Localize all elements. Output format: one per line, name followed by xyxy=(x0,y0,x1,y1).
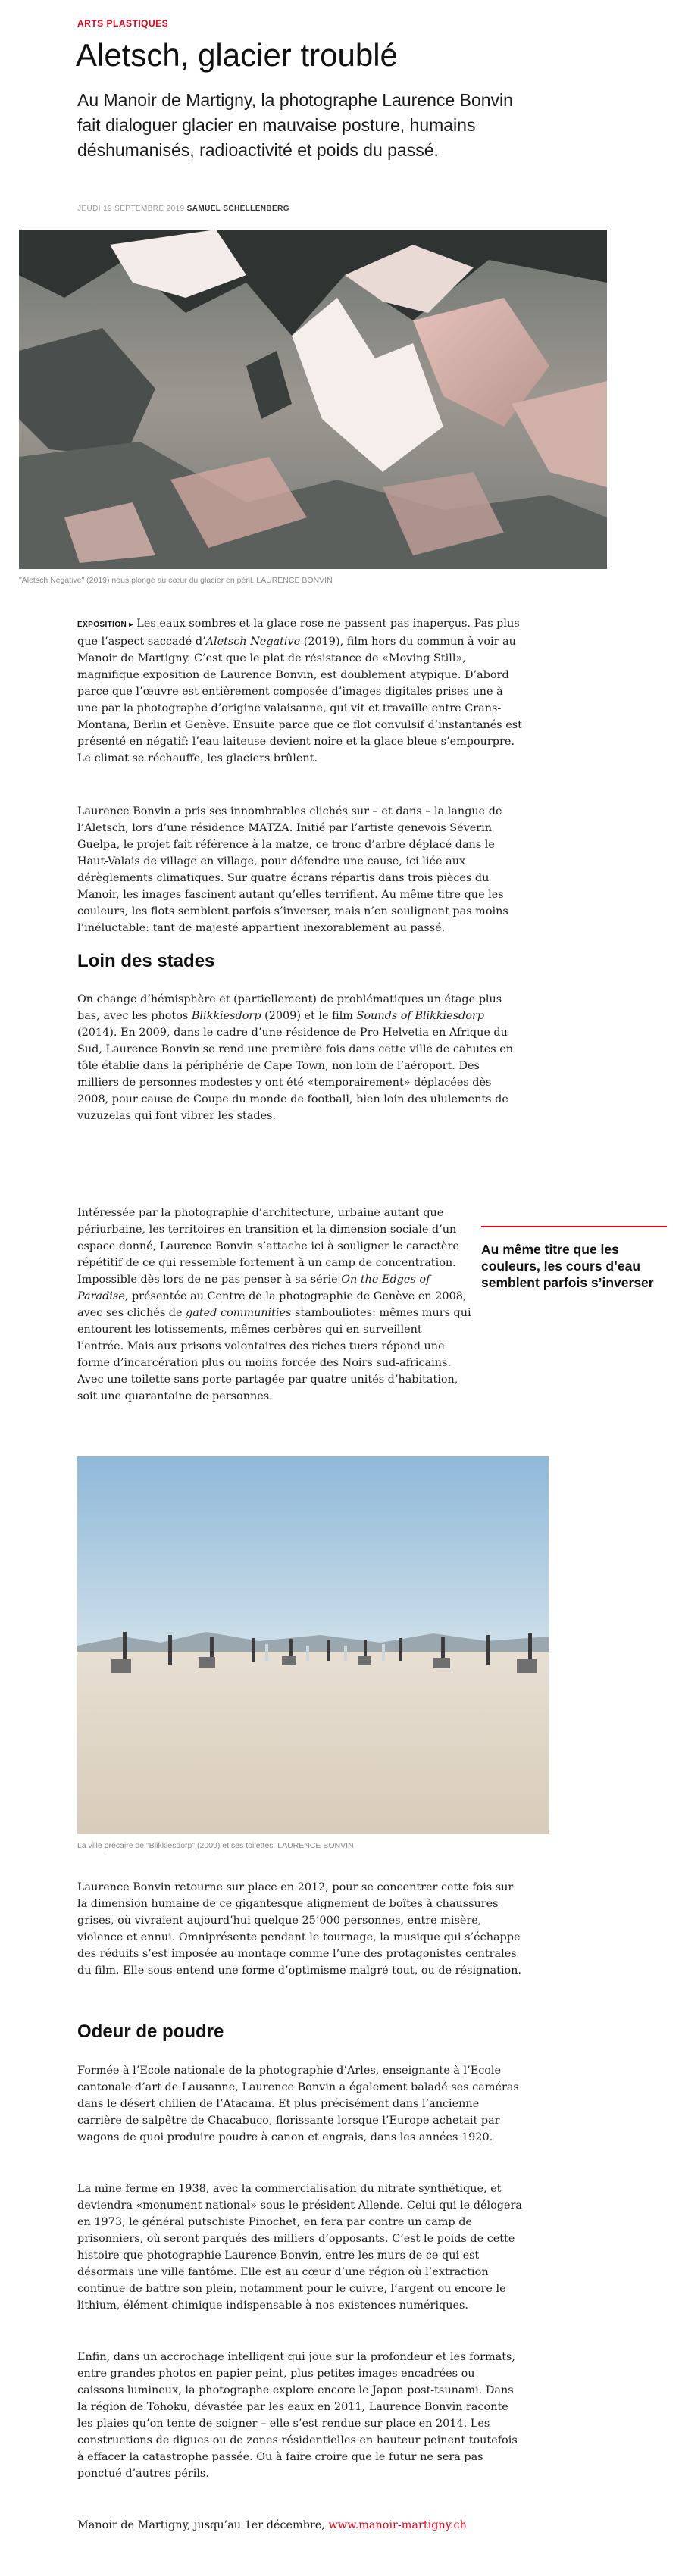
kicker-label: EXPOSITION ▸ xyxy=(77,621,133,629)
paragraph-arles: Formée à l’Ecole nationale de la photographie d’Arles, enseignante à l’Ecole cantonale d’art de Lausanne, Laurence Bonvin a également baladé ses caméras dans le désert chilien de l’Atacama. Et plus précisément dans l’ancienne carrière de salpêtre de Chacabuco, florissante lorsque l’Europe achetait par wagons de quoi produire poudre à canon et engrais, dans les années 1920. xyxy=(77,2065,519,2143)
paragraph-blikkiesdorp: On change d’hémisphère et (partiellement) de problématiques un étage plus bas, avec les photos Blikkiesdorp (2009) et le film Sounds of Blikkiesdorp (2014). En 2009, dans le cadre d’une résidence de Pro Helvetia en Afrique du Sud, Laurence Bonvin se rend une première fois dans cette ville de cahutes en tôle établie dans la périphérie de Cape Town, non loin de l’aéroport. Des milliers de personnes modestes y ont été «temporairement» déplacées dès 2008, pour cause de Coupe du monde de football, bien loin des ululements de vuzuzelas qui font vibrer les stades. xyxy=(77,993,514,1122)
blikkiesdorp-image xyxy=(77,1456,549,1834)
article-meta xyxy=(77,205,289,213)
footer-info: Manoir de Martigny, jusqu’au 1er décembre, www.manoir-martigny.ch xyxy=(77,2519,467,2531)
hero-image xyxy=(19,230,607,569)
blikkiesdorp-photo xyxy=(77,1456,549,1834)
pull-quote: Au même titre que les couleurs, les cours d’eau semblent parfois s’inverser xyxy=(481,1226,667,1291)
article-lead: Au Manoir de Martigny, la photographe Laurence Bonvin fait dialoguer glacier en mauvaise posture, humains déshumanisés, radioactivité et poids du passé. xyxy=(77,90,513,160)
paragraph-intro: EXPOSITION ▸ Les eaux sombres et la glace rose ne passent pas inaperçus. Pas plus que l’aspect saccadé d’Aletsch Negative (2019), film hors du commun à voir au Manoir de Martigny. C’est que le plat de résistance de «Moving Still», magnifique exposition de Laurence Bonvin, est doublement atypique. D’abord parce que l’œuvre est entièrement composée d’images digitales prises une à une par la photographe d’origine valaisanne, qui vit et travaille entre Crans-Montana, Berlin et Genève. Ensuite parce que ce flot convulsif d’instantanés est présenté en négatif: l’eau laiteuse devient noire et la glace bleue s’empourpre. Le climat se réchauffe, les glaciers brûlent. xyxy=(77,617,522,764)
film-title: Aletsch Negative xyxy=(205,636,301,648)
paragraph-aletsch: Laurence Bonvin a pris ses innombrables clichés sur – et dans – la langue de l’Aletsch, lors d’une résidence MATZA. Initié par l’artiste genevois Séverin Guelpa, le projet fait référence à la matze, ce tronc d’arbre déplacé dans le Haut-Valais de village en village, pour défendre une cause, ici liée aux dérèglements climatiques. Sur quatre écrans répartis dans trois pièces du Manoir, les images fascinent autant qu’elles terrifient. Au même titre que les couleurs, les flots semblent parfois s’inverser, mais n’en soulignent pas moins l’inéluctable: tant de majesté appartient inexorablement au passé. xyxy=(77,805,508,934)
article-author[interactable]: SAMUEL SCHELLENBERG xyxy=(186,205,289,213)
section-heading-stades: Loin des stades xyxy=(77,951,215,971)
manoir-website-link[interactable]: www.manoir-martigny.ch xyxy=(328,2519,467,2531)
blikkiesdorp-caption: La ville précaire de "Blikkiesdorp" (2009) et ses toilettes. LAURENCE BONVIN xyxy=(77,1841,354,1850)
article-title: Aletsch, glacier troublé xyxy=(76,37,398,73)
paragraph-return: Laurence Bonvin retourne sur place en 2012, pour se concentrer cette fois sur la dimension humaine de ce gigantesque alignement de boîtes à chaussures grises, où vivraient aujourd’hui quelque 25’000 personnes, entre misère, violence et ennui. Omniprésente pendant le tournage, la musique qui s’échappe des réduits s’est imposée au montage comme l’une des protagonistes centrales du film. Elle sous-entend une forme d’optimisme malgré tout, ou de résignation. xyxy=(77,1881,522,1977)
paragraph-japon: Enfin, dans un accrochage intelligent qui joue sur la profondeur et les formats, entre grandes photos en papier peint, plus petites images encadrées ou caissons lumineux, la photographe explore encore le Japon post-tsunami. Dans la région de Tohoku, dévastée par les eaux en 2011, Laurence Bonvin raconte les plaies qu’on tente de soigner – elle s’est rendue sur place en 2014. Les constructions de digues ou de zones résidentielles en hauteur peinent toutefois à effacer la catastrophe passée. Ou à faire croire que le futur ne sera pas ponctué d’autres périls. xyxy=(77,2351,518,2480)
section-heading-poudre: Odeur de poudre xyxy=(77,2021,224,2042)
glacier-negative-image xyxy=(19,230,607,569)
article-rubric[interactable]: ARTS PLASTIQUES xyxy=(77,18,169,29)
paragraph-architecture: Intéressée par la photographie d’architecture, urbaine autant que périurbaine, les territoires en transition et la dimension sociale d’un espace donné, Laurence Bonvin s’attache ici à souligner le caractère répétitif de ce qui ressemble fortement à un camp de concentration. Impossible dès lors de ne pas penser à sa série On the Edges of Paradise, présentée au Centre de la photographie de Genève en 2008, avec ses clichés de gated communities stambouliotes: mêmes murs qui entourent les lotissements, mêmes cerbères qui en surveillent l’entrée. Mais aux prisons volontaires des riches tuers répond une forme d’incarcération plus ou moins forcée des Noirs sud-africains. Avec une toilette sans porte partagée par quatre unités d’habitation, soit une quarantaine de personnes. xyxy=(77,1207,471,1402)
article-date: JEUDI 19 SEPTEMBRE 2019 xyxy=(77,205,185,213)
paragraph-mine: La mine ferme en 1938, avec la commercialisation du nitrate synthétique, et deviendra «monument national» sous le président Allende. Celui qui le délogera en 1973, le général putschiste Pinochet, en fera par contre un camp de prisonniers, où seront parqués des milliers d’opposants. C’est le poids de cette histoire que photographie Laurence Bonvin, entre les murs de ce qui est désormais une ville fantôme. Elle est au cœur d’une région où l’extraction continue de battre son plein, notamment pour le cuivre, l’argent ou encore le lithium, élément chimique indispensable à nos existences numériques. xyxy=(77,2183,522,2312)
hero-caption: "Aletsch Negative" (2019) nous plonge au cœur du glacier en péril. LAURENCE BONVIN xyxy=(19,576,333,585)
